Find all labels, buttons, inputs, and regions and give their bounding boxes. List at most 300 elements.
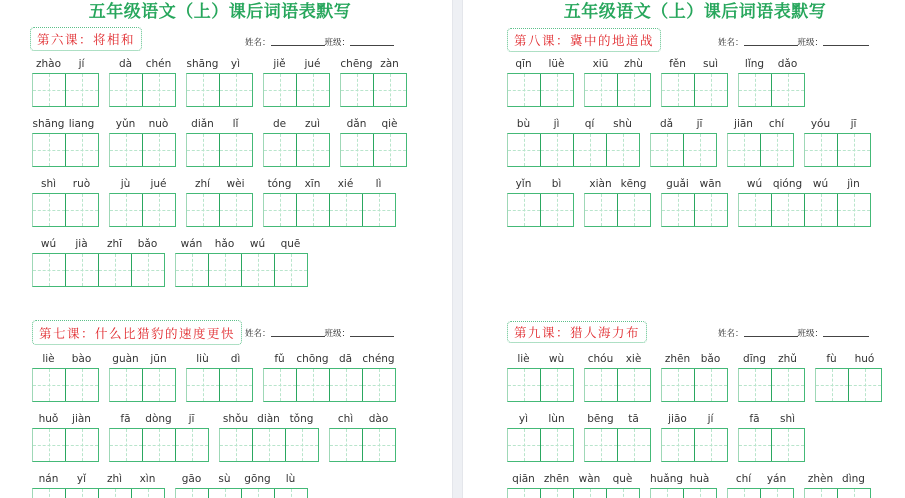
writing-grid	[727, 488, 794, 498]
pinyin-label: tā	[628, 413, 639, 425]
cell-guide-horizontal	[264, 385, 296, 386]
cell-guide-horizontal	[253, 445, 285, 446]
pinyin-line	[32, 117, 99, 131]
writing-cell	[662, 194, 694, 226]
cell-guide-horizontal	[695, 90, 727, 91]
word-group	[32, 472, 165, 498]
cell-guide-horizontal	[110, 445, 142, 446]
writing-grid	[109, 193, 176, 227]
writing-cell	[110, 429, 142, 461]
writing-grid	[32, 488, 165, 498]
pinyin-label: qiān	[512, 473, 535, 485]
cell-guide-horizontal	[66, 270, 98, 271]
writing-cell	[362, 194, 395, 226]
word-group	[507, 412, 574, 462]
writing-cell	[264, 194, 296, 226]
pinyin-line	[804, 117, 871, 131]
pinyin-label: tǒng	[289, 413, 314, 425]
pinyin-label: quē	[280, 238, 301, 250]
writing-cell	[540, 429, 573, 461]
word-group	[219, 412, 319, 462]
writing-cell	[662, 429, 694, 461]
word-row	[507, 472, 882, 498]
cell-guide-vertical	[148, 489, 149, 498]
writing-cell	[771, 369, 804, 401]
word-group	[32, 117, 99, 167]
cell-guide-horizontal	[220, 150, 252, 151]
cell-guide-horizontal	[363, 385, 395, 386]
writing-grid	[727, 133, 794, 167]
pinyin-label: xìn	[139, 473, 156, 485]
writing-cell	[98, 489, 131, 498]
writing-grid	[175, 253, 308, 287]
pinyin-label: zhí	[194, 178, 211, 190]
cell-guide-horizontal	[143, 150, 175, 151]
writing-cell	[33, 489, 65, 498]
word-row	[32, 237, 407, 287]
cell-guide-horizontal	[662, 210, 694, 211]
word-group	[340, 117, 407, 167]
pinyin-label: shù	[613, 118, 632, 130]
name-label: 姓名：	[718, 329, 744, 339]
writing-grid	[32, 73, 99, 107]
writing-cell	[540, 489, 573, 498]
writing-cell	[585, 429, 617, 461]
cell-guide-horizontal	[187, 210, 219, 211]
writing-grid	[661, 368, 728, 402]
writing-grid	[804, 133, 871, 167]
word-group	[507, 177, 574, 227]
cell-guide-horizontal	[330, 385, 362, 386]
word-group	[661, 412, 728, 462]
writing-grid	[507, 428, 574, 462]
name-class-line	[718, 36, 869, 48]
pinyin-label: jià	[75, 238, 88, 250]
cell-guide-horizontal	[618, 210, 650, 211]
writing-grid	[584, 428, 651, 462]
writing-grid	[109, 428, 209, 462]
cell-guide-horizontal	[363, 210, 395, 211]
writing-cell	[540, 74, 573, 106]
word-group	[507, 352, 574, 402]
pinyin-label: chēng	[340, 58, 373, 70]
cell-guide-horizontal	[838, 210, 870, 211]
pinyin-label: zhù	[624, 58, 643, 70]
pinyin-label: fǔ	[274, 353, 285, 365]
writing-grid	[507, 368, 574, 402]
cell-guide-horizontal	[220, 445, 252, 446]
cell-guide-vertical	[557, 489, 558, 498]
writing-cell	[373, 134, 406, 166]
cell-guide-horizontal	[508, 385, 540, 386]
class-label: 班级：	[324, 38, 351, 48]
pinyin-line	[186, 117, 253, 131]
writing-grid	[584, 193, 651, 227]
writing-cell	[540, 369, 573, 401]
word-group	[263, 117, 330, 167]
pinyin-line	[109, 57, 176, 71]
cell-guide-horizontal	[297, 385, 329, 386]
cell-guide-horizontal	[66, 210, 98, 211]
writing-grid	[186, 368, 253, 402]
pinyin-line	[661, 57, 728, 71]
word-group	[650, 117, 717, 167]
pinyin-label: wèi	[226, 178, 245, 190]
word-row	[507, 117, 871, 167]
pinyin-label: lì	[375, 178, 382, 190]
pinyin-line	[738, 177, 871, 191]
writing-cell	[110, 74, 142, 106]
writing-cell	[33, 429, 65, 461]
pinyin-label: chōng	[296, 353, 329, 365]
word-row	[507, 177, 871, 227]
cell-guide-vertical	[590, 489, 591, 498]
writing-cell	[33, 254, 65, 286]
pinyin-line	[340, 57, 407, 71]
writing-cell	[508, 489, 540, 498]
writing-cell	[264, 369, 296, 401]
writing-cell	[373, 74, 406, 106]
writing-cell	[662, 369, 694, 401]
pinyin-label: nuò	[148, 118, 169, 130]
name-blank	[271, 336, 325, 337]
pinyin-label: dǎn	[346, 118, 367, 130]
cell-guide-horizontal	[739, 90, 771, 91]
word-group	[661, 177, 728, 227]
writing-cell	[362, 369, 395, 401]
writing-grid	[507, 73, 574, 107]
page-title: 五年级语文（上）课后词语表默写	[563, 2, 827, 22]
writing-grid	[507, 133, 640, 167]
pinyin-label: de	[272, 118, 287, 130]
cell-guide-horizontal	[341, 150, 373, 151]
pinyin-line	[109, 177, 176, 191]
writing-cell	[508, 429, 540, 461]
word-row	[32, 117, 407, 167]
cell-guide-horizontal	[695, 445, 727, 446]
pinyin-line	[507, 177, 574, 191]
pinyin-line	[661, 412, 728, 426]
word-group	[507, 117, 640, 167]
cell-guide-horizontal	[66, 385, 98, 386]
writing-cell	[329, 194, 362, 226]
cell-guide-horizontal	[33, 210, 65, 211]
cell-guide-horizontal	[187, 90, 219, 91]
word-group	[584, 352, 651, 402]
writing-cell	[241, 489, 274, 498]
pinyin-line	[507, 352, 574, 366]
pinyin-label: yóu	[810, 118, 831, 130]
cell-guide-horizontal	[99, 270, 131, 271]
pinyin-label: nán	[38, 473, 59, 485]
pinyin-label: zhèn	[807, 473, 834, 485]
writing-grid	[329, 428, 396, 462]
cell-guide-horizontal	[264, 210, 296, 211]
word-group	[186, 57, 253, 107]
cell-guide-horizontal	[286, 445, 318, 446]
writing-cell	[187, 369, 219, 401]
page-title: 五年级语文（上）课后词语表默写	[88, 2, 352, 22]
word-group	[175, 472, 308, 498]
pinyin-label: zhēn	[543, 473, 570, 485]
writing-cell	[508, 74, 540, 106]
writing-cell	[296, 194, 329, 226]
cell-guide-horizontal	[264, 90, 296, 91]
pinyin-label: jiān	[734, 118, 753, 130]
writing-cell	[98, 254, 131, 286]
cell-guide-horizontal	[695, 385, 727, 386]
pinyin-label: dòng	[145, 413, 172, 425]
word-group	[329, 412, 396, 462]
lesson-8-word-grid	[507, 57, 871, 237]
writing-cell	[176, 489, 208, 498]
word-group	[738, 412, 805, 462]
word-group	[650, 472, 717, 498]
writing-grid	[661, 73, 728, 107]
cell-guide-horizontal	[662, 445, 694, 446]
writing-grid	[738, 428, 805, 462]
writing-cell	[362, 429, 395, 461]
writing-cell	[264, 134, 296, 166]
pinyin-label: jī	[188, 413, 195, 425]
pinyin-line	[738, 352, 805, 366]
writing-cell	[65, 254, 98, 286]
cell-guide-horizontal	[508, 150, 540, 151]
word-group	[109, 117, 176, 167]
word-row	[507, 412, 882, 462]
writing-grid	[32, 428, 99, 462]
writing-cell	[296, 74, 329, 106]
pinyin-label: dìng	[842, 473, 865, 485]
writing-grid	[650, 488, 717, 498]
writing-cell	[816, 369, 848, 401]
cell-guide-horizontal	[618, 90, 650, 91]
pinyin-line	[650, 472, 717, 486]
writing-cell	[33, 74, 65, 106]
word-group	[32, 177, 99, 227]
writing-cell	[219, 369, 252, 401]
pinyin-label: wú	[249, 238, 266, 250]
cell-guide-horizontal	[805, 150, 837, 151]
cell-guide-horizontal	[33, 270, 65, 271]
pinyin-label: jī	[850, 118, 857, 130]
pinyin-label: zhào	[35, 58, 62, 70]
pinyin-label: bù	[516, 118, 531, 130]
pinyin-label: zhēn	[664, 353, 691, 365]
writing-grid	[584, 73, 651, 107]
writing-cell	[142, 194, 175, 226]
pinyin-label: fā	[120, 413, 131, 425]
writing-cell	[728, 489, 760, 498]
cell-guide-vertical	[744, 489, 745, 498]
pinyin-label: fěn	[669, 58, 686, 70]
pinyin-label: lüè	[548, 58, 565, 70]
pinyin-label: jūn	[150, 353, 167, 365]
class-blank	[823, 45, 869, 46]
writing-grid	[186, 133, 253, 167]
cell-guide-horizontal	[220, 210, 252, 211]
pinyin-label: wàn	[578, 473, 601, 485]
pinyin-line	[727, 472, 794, 486]
cell-guide-horizontal	[110, 90, 142, 91]
pinyin-label: lùn	[548, 413, 565, 425]
pinyin-line	[32, 352, 99, 366]
cell-guide-horizontal	[33, 445, 65, 446]
pinyin-line	[263, 57, 330, 71]
pinyin-label: yǐ	[76, 473, 87, 485]
pinyin-label: huó	[854, 353, 875, 365]
writing-cell	[606, 134, 639, 166]
writing-cell	[187, 74, 219, 106]
writing-cell	[694, 194, 727, 226]
pinyin-label: lù	[285, 473, 296, 485]
name-label: 姓名：	[718, 38, 744, 48]
writing-cell	[651, 134, 683, 166]
writing-cell	[683, 134, 716, 166]
cell-guide-horizontal	[143, 90, 175, 91]
word-row	[32, 472, 396, 498]
cell-guide-horizontal	[772, 385, 804, 386]
pinyin-line	[219, 412, 319, 426]
cell-guide-horizontal	[849, 385, 881, 386]
pinyin-label: dì	[230, 353, 241, 365]
writing-cell	[296, 369, 329, 401]
pinyin-label: ruò	[72, 178, 91, 190]
writing-cell	[771, 194, 804, 226]
pinyin-line	[661, 177, 728, 191]
writing-grid	[263, 133, 330, 167]
word-group	[340, 57, 407, 107]
writing-cell	[617, 74, 650, 106]
cell-guide-horizontal	[541, 445, 573, 446]
pinyin-line	[507, 57, 574, 71]
cell-guide-vertical	[821, 489, 822, 498]
writing-cell	[241, 254, 274, 286]
pinyin-label: lǐ	[232, 118, 239, 130]
pinyin-line	[584, 57, 651, 71]
pinyin-label: diǎn	[191, 118, 214, 130]
pinyin-label: jí	[78, 58, 85, 70]
pinyin-label: wān	[699, 178, 722, 190]
pinyin-label: xiè	[625, 353, 642, 365]
pinyin-label: zuì	[304, 118, 321, 130]
word-row	[507, 352, 882, 402]
pinyin-label: bǎo	[700, 353, 721, 365]
pinyin-label: huà	[689, 473, 710, 485]
pinyin-label: qiè	[381, 118, 398, 130]
word-group	[109, 352, 176, 402]
pinyin-line	[507, 412, 574, 426]
writing-grid	[32, 253, 165, 287]
cell-guide-vertical	[777, 489, 778, 498]
writing-grid	[738, 73, 805, 107]
lesson-9-heading: 第九课：猎人海力布	[507, 321, 647, 343]
writing-grid	[804, 488, 871, 498]
cell-guide-horizontal	[772, 445, 804, 446]
writing-grid	[109, 368, 176, 402]
page-divider	[452, 0, 463, 498]
writing-cell	[65, 489, 98, 498]
cell-guide-horizontal	[508, 445, 540, 446]
writing-cell	[33, 369, 65, 401]
pinyin-label: huǒ	[38, 413, 59, 425]
pinyin-label: fā	[749, 413, 760, 425]
pinyin-line	[727, 117, 794, 131]
writing-cell	[585, 194, 617, 226]
cell-guide-horizontal	[541, 150, 573, 151]
pinyin-label: guàn	[112, 353, 139, 365]
writing-cell	[694, 429, 727, 461]
writing-grid	[507, 193, 574, 227]
pinyin-label: fù	[826, 353, 837, 365]
cell-guide-horizontal	[33, 385, 65, 386]
cell-guide-horizontal	[297, 90, 329, 91]
pinyin-label: chí	[735, 473, 752, 485]
pinyin-label: shì	[40, 178, 57, 190]
cell-guide-horizontal	[132, 270, 164, 271]
pinyin-line	[186, 57, 253, 71]
writing-cell	[274, 254, 307, 286]
cell-guide-horizontal	[110, 385, 142, 386]
pinyin-label: bì	[551, 178, 562, 190]
writing-cell	[131, 254, 164, 286]
pinyin-label: dà	[118, 58, 133, 70]
class-label: 班级：	[324, 329, 351, 339]
word-group	[584, 57, 651, 107]
pinyin-label: jiě	[273, 58, 286, 70]
cell-guide-horizontal	[33, 150, 65, 151]
writing-cell	[573, 134, 606, 166]
cell-guide-horizontal	[297, 210, 329, 211]
word-group	[32, 237, 165, 287]
pinyin-label: jì	[553, 118, 560, 130]
pinyin-label: zhǔ	[778, 353, 797, 365]
pinyin-label: shāng	[32, 118, 65, 130]
writing-cell	[187, 134, 219, 166]
writing-cell	[65, 369, 98, 401]
writing-cell	[142, 369, 175, 401]
writing-grid	[661, 193, 728, 227]
writing-cell	[805, 134, 837, 166]
writing-cell	[33, 134, 65, 166]
writing-cell	[508, 134, 540, 166]
cell-guide-horizontal	[220, 385, 252, 386]
writing-cell	[220, 429, 252, 461]
pinyin-label: wán	[180, 238, 203, 250]
writing-cell	[110, 194, 142, 226]
pinyin-label: qí	[584, 118, 595, 130]
pinyin-label: yǐn	[515, 178, 532, 190]
pinyin-line	[32, 237, 165, 251]
pinyin-label: wú	[812, 178, 829, 190]
pinyin-label: chóu	[587, 353, 614, 365]
cell-guide-horizontal	[585, 445, 617, 446]
pinyin-line	[584, 177, 651, 191]
word-row	[507, 57, 871, 107]
pinyin-label: dǎo	[777, 58, 798, 70]
writing-cell	[508, 194, 540, 226]
pinyin-line	[32, 177, 99, 191]
word-group	[815, 352, 882, 402]
writing-cell	[837, 194, 870, 226]
name-label: 姓名：	[245, 38, 271, 48]
cell-guide-horizontal	[574, 150, 606, 151]
pinyin-line	[32, 472, 165, 486]
pinyin-label: bǎo	[137, 238, 158, 250]
writing-cell	[65, 194, 98, 226]
writing-grid	[263, 368, 396, 402]
writing-grid	[584, 368, 651, 402]
